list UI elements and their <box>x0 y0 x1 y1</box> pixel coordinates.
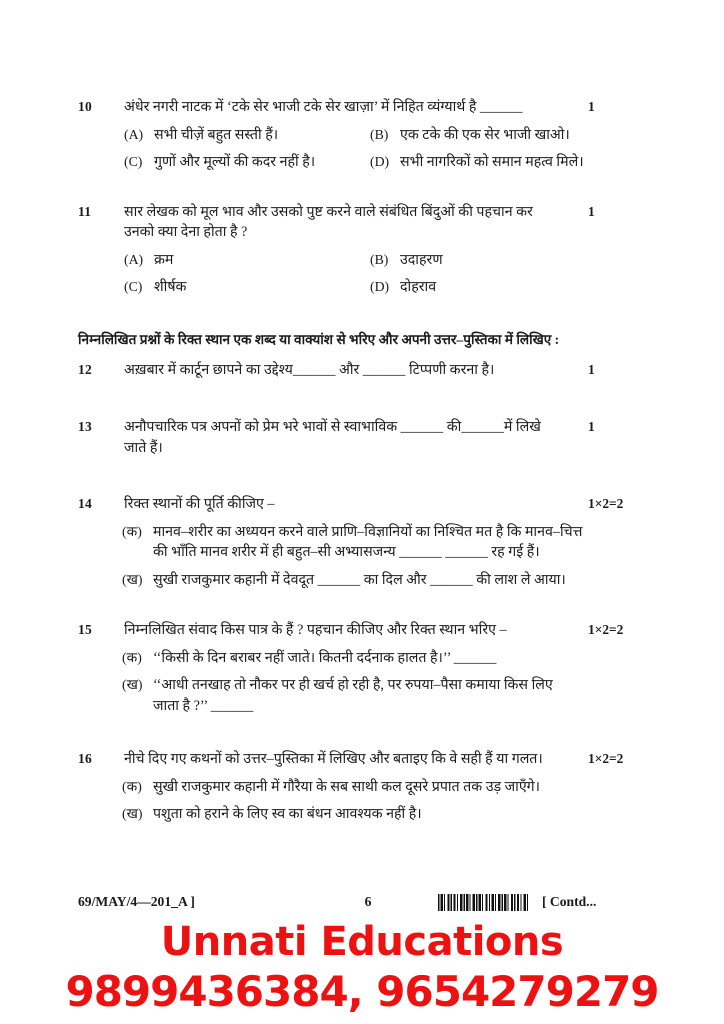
question-15-stem-row <box>78 620 662 641</box>
option-row <box>124 250 662 270</box>
option-d[interactable] <box>370 277 660 297</box>
subpart-kha-label: (ख) <box>122 677 143 692</box>
option-b-text: उदाहरण <box>400 251 443 268</box>
option-a[interactable] <box>124 125 370 145</box>
option-a-text: सभी चीज़ें बहुत सस्ती हैं। <box>154 126 279 143</box>
option-c[interactable] <box>124 277 370 297</box>
option-d-label: (D) <box>370 278 390 294</box>
question-11-text: सार लेखक को मूल भाव और उसको पुष्ट करने वाले संबंधित बिंदुओं की पहचान कर उनको क्या देना होता है ? <box>124 203 533 240</box>
option-b-text: एक टके की एक सेर भाजी खाओ। <box>400 126 570 143</box>
subpart-ka-label: (क) <box>122 523 142 539</box>
question-12-text: अख़बार में कार्टून छापने का उद्देश्य______ और ______ टिप्पणी करना है। <box>124 361 495 378</box>
subpart-kha-label: (ख) <box>122 571 143 587</box>
subpart-kha-line1: पशुता को हराने के लिए स्व का बंधन आवश्यक नहीं है। <box>153 806 422 822</box>
subpart-ka-body <box>153 648 662 669</box>
option-c[interactable] <box>124 152 370 172</box>
spacer <box>78 350 662 360</box>
subpart-ka-body <box>153 777 662 798</box>
question-10 <box>78 97 662 172</box>
question-14-subparts <box>122 522 662 591</box>
subpart-ka-line2: की भाँति मानव शरीर में ही बहुत–सी अभ्यासजन्य ______ ______ रह गई हैं। <box>153 544 540 560</box>
question-14 <box>78 494 662 590</box>
question-10-stem-row <box>78 97 662 118</box>
question-13 <box>78 417 662 458</box>
subpart-ka <box>122 777 662 798</box>
subpart-ka-line1: सुखी राजकुमार कहानी में गौरैया के सब साथी कल दूसरे प्रपात तक उड़ जाएँगे। <box>153 778 541 795</box>
option-row <box>124 277 662 297</box>
barcode-stripes <box>438 894 528 911</box>
question-11-options <box>124 250 662 297</box>
question-12-number: 12 <box>78 361 92 377</box>
option-a[interactable] <box>124 250 370 270</box>
spacer <box>78 716 662 749</box>
subpart-ka-line1: ‘‘किसी के दिन बराबर नहीं जाते। कितनी दर्दनाक हालत है।’’ ______ <box>153 649 497 666</box>
question-13-stem-row <box>78 417 662 458</box>
question-14-number: 14 <box>78 496 92 511</box>
subpart-ka-label: (क) <box>122 649 142 665</box>
option-a-label: (A) <box>124 126 144 142</box>
question-10-marks: 1 <box>588 99 595 114</box>
option-d-text: सभी नागरिकों को समान महत्व मिले। <box>400 153 584 170</box>
question-12-marks: 1 <box>588 361 595 377</box>
question-16-number: 16 <box>78 751 92 766</box>
option-b[interactable] <box>370 125 660 145</box>
question-10-options <box>124 125 662 172</box>
option-d-label: (D) <box>370 153 390 169</box>
continued-label: [ Contd... <box>542 894 597 909</box>
question-13-marks: 1 <box>588 419 595 434</box>
option-row <box>124 125 662 145</box>
spacer <box>78 297 662 330</box>
option-a-text: क्रम <box>154 251 174 268</box>
question-15 <box>78 620 662 716</box>
subpart-ka-line1: मानव–शरीर का अध्ययन करने वाले प्राणि–विज्ञानियों का निश्चित मत है कि मानव–चित्त <box>153 523 583 540</box>
question-15-text: निम्नलिखित संवाद किस पात्र के हैं ? पहचान कीजिए और रिक्त स्थान भरिए – <box>124 622 507 638</box>
spacer <box>78 172 662 202</box>
subpart-kha-line1: सुखी राजकुमार कहानी में देवदूत ______ का दिल और ______ की लाश ले आया। <box>153 571 566 588</box>
question-11 <box>78 202 662 297</box>
spacer <box>78 458 662 494</box>
question-12 <box>78 360 662 381</box>
question-16-marks: 1×2=2 <box>588 751 624 766</box>
paper-code: 69/MAY/4—201_A ] <box>78 894 195 909</box>
spacer <box>78 380 662 417</box>
question-10-text: अंधेर नगरी नाटक में ‘टके सेर भाजी टके सेर खाज़ा’ में निहित व्यंग्यार्थ है ______ <box>124 99 523 115</box>
option-b[interactable] <box>370 250 660 270</box>
barcode-icon <box>438 894 528 911</box>
option-b-label: (B) <box>370 251 389 267</box>
question-12-stem-row <box>78 360 662 381</box>
subpart-kha <box>122 675 662 716</box>
subpart-kha-line2: जाता है ?’’ ______ <box>153 697 254 714</box>
question-13-text: अनौपचारिक पत्र अपनों को प्रेम भरे भावों से स्वाभाविक ______ की______में लिखे जाते हैं। <box>124 419 541 456</box>
question-16-text: नीचे दिए गए कथनों को उत्तर–पुस्तिका में लिखिए और बताइए कि वे सही हैं या गलत। <box>124 751 543 767</box>
option-b-label: (B) <box>370 126 389 142</box>
subpart-kha-body <box>153 675 662 716</box>
question-11-number: 11 <box>78 203 92 219</box>
subpart-ka <box>122 648 662 669</box>
question-14-text: रिक्त स्थानों की पूर्ति कीजिए – <box>124 496 275 512</box>
question-10-number: 10 <box>78 99 92 114</box>
subpart-ka <box>122 522 662 563</box>
watermark-phones: 9899436384, 9654279279 <box>65 967 659 1016</box>
option-c-label: (C) <box>124 278 143 294</box>
subpart-kha <box>122 570 662 591</box>
option-d[interactable] <box>370 152 660 172</box>
option-a-label: (A) <box>124 251 144 267</box>
option-c-text: गुणों और मूल्यों की कदर नहीं है। <box>154 153 316 170</box>
subpart-ka-label: (क) <box>122 778 142 794</box>
question-14-marks: 1×2=2 <box>588 496 624 511</box>
question-16-subparts <box>122 777 662 825</box>
spacer <box>78 590 662 620</box>
question-16-stem-row <box>78 749 662 770</box>
question-16 <box>78 749 662 825</box>
subpart-kha <box>122 804 662 825</box>
question-14-stem-row <box>78 494 662 515</box>
question-15-marks: 1×2=2 <box>588 622 624 637</box>
question-15-number: 15 <box>78 622 92 637</box>
subpart-kha-body <box>153 570 662 591</box>
option-row <box>124 152 662 172</box>
option-d-text: दोहराव <box>400 278 437 295</box>
question-15-subparts <box>122 648 662 717</box>
section-heading: निम्नलिखित प्रश्नों के रिक्त स्थान एक शब्द या वाक्यांश से भरिए और अपनी उत्तर–पुस्तिका में लिखिए : <box>78 331 560 347</box>
question-11-stem-row <box>78 202 662 243</box>
option-c-text: शीर्षक <box>154 278 187 295</box>
subpart-kha-label: (ख) <box>122 806 143 821</box>
watermark-name: Unnati Educations <box>160 919 564 965</box>
subpart-ka-body <box>153 522 662 563</box>
page-number: 6 <box>364 894 372 909</box>
option-c-label: (C) <box>124 153 143 169</box>
question-13-number: 13 <box>78 419 92 434</box>
question-11-marks: 1 <box>588 203 595 219</box>
questions-container <box>78 97 662 825</box>
page-footer <box>78 891 666 913</box>
subpart-kha-body <box>153 804 662 825</box>
subpart-kha-line1: ‘‘आधी तनखाह तो नौकर पर ही खर्च हो रही है, पर रुपया–पैसा कमाया किस लिए <box>153 677 553 693</box>
